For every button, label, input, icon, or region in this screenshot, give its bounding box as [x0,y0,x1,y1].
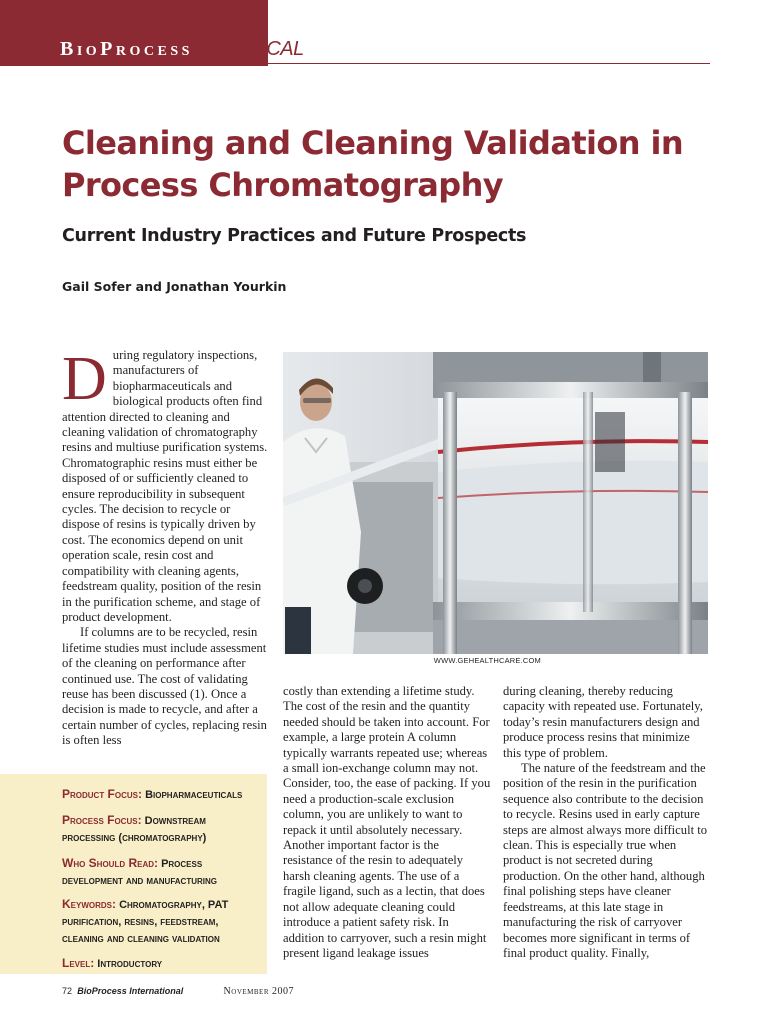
sidebar-product-focus [62,786,262,804]
paragraph: during cleaning, thereby reducing capacity with repeated use. Fortunately, today’s resin manufacturers design and produce process resins that minimize this type of problem. [503,684,703,760]
sidebar-value: Chromatography, PAT purification, resins, feedstream, cleaning and cleaning validation [62,899,229,945]
sidebar-value: Introductory [97,958,163,970]
sidebar-value: Downstream processing (chromatography) [62,815,207,844]
sidebar-label: Process Focus: [62,813,142,827]
issue-date: November 2007 [223,986,294,997]
masthead [60,38,304,68]
paragraph [62,345,268,625]
sidebar-label: Who Should Read: [62,856,158,870]
drop-cap: D [62,345,107,413]
paragraph: If columns are to be recycled, resin lifetime studies must include assessment of the cleaning on performance after continued use. The cost of validating reuse has been discussed (1). Once a decision is made to recycle, and after a certain number of cycles, replacing resin is often less [62,625,267,748]
sidebar-label: Keywords: [62,897,116,911]
sidebar-label: Product Focus: [62,787,142,801]
lab-photo [283,352,708,654]
sidebar-value: Biopharmaceuticals [145,789,243,801]
body-column-2 [283,684,491,961]
page-footer [62,986,294,997]
sidebar-who-should-read [62,855,262,890]
lab-photo-illustration [283,352,708,654]
masthead-section: TECHNICAL [194,38,304,60]
masthead-brand: BioProcess [60,38,193,60]
sidebar-value: Process development and manufacturing [62,858,217,887]
sidebar-label: Level: [62,956,95,970]
sidebar-level [62,955,262,973]
paragraph: costly than extending a lifetime study. The cost of the resin and the quantity needed should be taken into account. For example, a large protein A column typically warrants repeated use; whereas a small ion-exchange column may not. Consider, too, the ease of packing. If you need a production-scale exclusion column, you are unlikely to want to repack it until absolutely necessary. Another important factor is the resistance of the resin to adequately harsh cleaning agents. The use of a fragile ligand, such as a lectin, that does not allow adequate cleaning could introduce a patient safety risk. In addition to carryover, such a resin might present ligand leakage issues [283,684,491,960]
article-title: Cleaning and Cleaning Validation in Process Chromatography [62,124,684,204]
photo-credit: WWW.GEHEALTHCARE.COM [433,656,541,665]
paragraph: The nature of the feedstream and the position of the resin in the purification sequence also contribute to the decision to recycle. Resins used in early capture steps are almost always more difficult to clean. This is especially true when product is not secreted during production. On the other hand, although final polishing steps have cleaner feedstreams, at this late stage in manufacturing the risk of carryover becomes more significant in terms of final product quality. Finally, [503,761,708,960]
article-authors: Gail Sofer and Jonathan Yourkin [62,279,287,294]
sidebar-keywords [62,896,262,948]
body-column-3 [503,684,711,961]
article-subtitle: Current Industry Practices and Future Prospects [62,226,527,246]
body-column-1 [62,345,268,749]
page-number: 72 [62,986,73,996]
paragraph-text: uring regulatory inspections, manufacturers of biopharmaceuticals and biological products often find attention directed to cleaning and cleaning validation of chromatography resins and multiuse purification systems. Chromatographic resins must either be disposed of or sufficiently cleaned to ensure reproducibility in subsequent cycles. The decision to recycle or dispose of resins is typically driven by cost. The economics depend on unit operation scale, resin cost and compatibility with cleaning agents, feedstream quality, position of the resin in the purification scheme, and stage of product development. [62,348,268,624]
journal-name: BioProcess International [77,986,184,996]
sidebar-process-focus [62,812,262,847]
